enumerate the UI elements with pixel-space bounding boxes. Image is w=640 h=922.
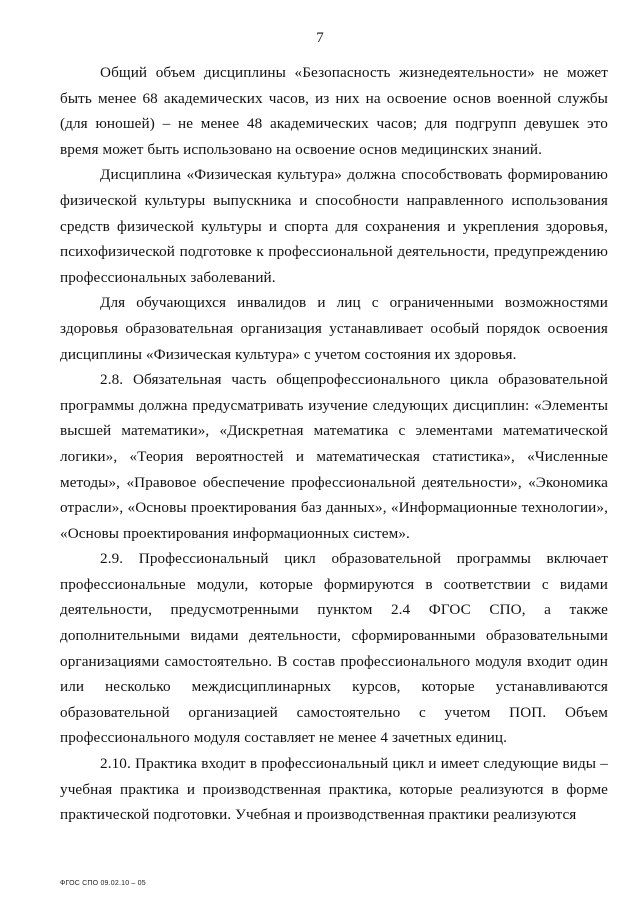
footer-code: ФГОС СПО 09.02.10 – 05 <box>60 880 146 887</box>
paragraph-2-9: 2.9. Профессиональный цикл образовательной программы включает профессиональные модули, которые формируются в соответствии с видами деятельности, предусмотренными пунктом 2.4 ФГОС СПО, а также дополнительными видами деятельности, сформированными образовательными организациями самостоятельно. В состав профессионального модуля входит один или несколько междисциплинарных курсов, которые устанавливаются образовательной организацией самостоятельно с учетом ПОП. Объем профессионального модуля составляет не менее 4 зачетных единиц. <box>60 550 608 747</box>
paragraph-bzhd-volume: Общий объем дисциплины «Безопасность жизнедеятельности» не может быть менее 68 академических часов, из них на освоение основ военной службы (для юношей) – не менее 48 академических часов; для подгрупп девушек это время может быть использовано на освоение основ медицинских знаний. <box>60 64 608 158</box>
document-body <box>60 60 608 828</box>
paragraph-2-10: 2.10. Практика входит в профессиональный цикл и имеет следующие виды – учебная практика и производственная практика, которые реализуются в форме практической подготовки. Учебная и производственная практики реализуются <box>60 755 608 824</box>
page-number: 7 <box>316 30 324 46</box>
paragraph-2-8: 2.8. Обязательная часть общепрофессионального цикла образовательной программы должна предусматривать изучение следующих дисциплин: «Элементы высшей математики», «Дискретная математика с элементами математической логики», «Теория вероятностей и математическая статистика», «Численные методы», «Правовое обеспечение профессиональной деятельности», «Экономика отрасли», «Основы проектирования баз данных», «Информационные технологии», «Основы проектирования информационных систем». <box>60 371 608 542</box>
paragraph-physical-culture: Дисциплина «Физическая культура» должна способствовать формированию физической культуры выпускника и способности направленного использования средств физической культуры и спорта для сохранения и укрепления здоровья, психофизической подготовке к профессиональной деятельности, предупреждению профессиональных заболеваний. <box>60 166 608 286</box>
paragraph-disabled-students: Для обучающихся инвалидов и лиц с ограниченными возможностями здоровья образовательная организация устанавливает особый порядок освоения дисциплины «Физическая культура» с учетом состояния их здоровья. <box>60 294 608 363</box>
